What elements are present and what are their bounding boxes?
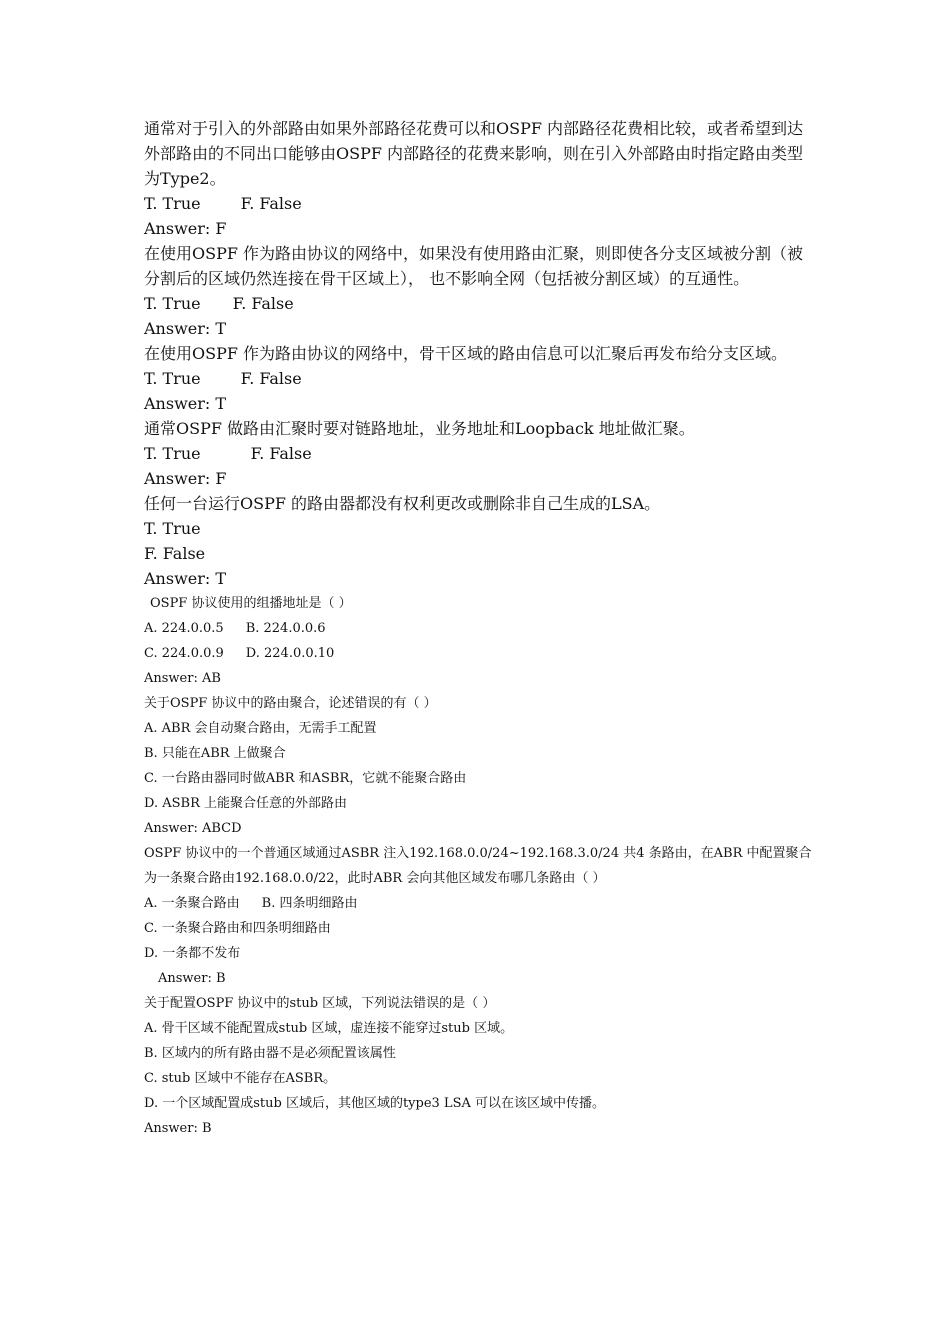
question-4-option-false: F. False [250,444,312,463]
question-9-option-a: A. 骨干区域不能配置成stub 区域，虚连接不能穿过stub 区域。 [144,1021,514,1036]
question-8-options-row-1 [144,891,814,916]
question-2-stem: 在使用OSPF 作为路由协议的网络中，如果没有使用路由汇聚，则即使各分支区域被分割（被分割后的区域仍然连接在骨干区域上）， 也不影响全网（包括被分割区域）的互通性。 [144,244,804,288]
question-2-option-false: F. False [232,294,294,313]
question-8-option-d: D. 一条都不发布 [144,946,241,961]
question-8-stem: OSPF 协议中的一个普通区域通过ASBR 注入192.168.0.0/24~192.168.3.0/24 共4 条路由，在ABR 中配置聚合为一条聚合路由192.168.0.0/22，此时ABR 会向其他区域发布哪几条路由（ ） [144,846,812,886]
question-6-option-d: D. 224.0.0.10 [245,646,335,661]
question-6-stem: OSPF 协议使用的组播地址是（ ） [150,596,352,611]
question-1-stem: 通常对于引入的外部路由如果外部路径花费可以和OSPF 内部路径花费相比较，或者希望到达外部路由的不同出口能够由OSPF 内部路径的花费来影响，则在引入外部路由时指定路由类型为Type2。 [144,119,804,188]
question-3-answer: Answer: T [144,394,227,413]
question-8-option-b: B. 四条明细路由 [261,896,358,911]
question-6-option-a: A. 224.0.0.5 [144,621,224,636]
question-1-answer: Answer: F [144,219,227,238]
question-4-stem: 通常OSPF 做路由汇聚时要对链路地址，业务地址和Loopback 地址做汇聚。 [144,419,695,438]
question-5-option-true: T. True [144,519,201,538]
question-3-stem: 在使用OSPF 作为路由协议的网络中，骨干区域的路由信息可以汇聚后再发布给分支区域。 [144,344,788,363]
question-7-option-b: B. 只能在ABR 上做聚合 [144,746,286,761]
question-3-option-true: T. True [144,369,201,388]
question-1-options [144,191,814,216]
question-8-answer: Answer: B [158,971,226,986]
question-9-option-c: C. stub 区域中不能存在ASBR。 [144,1071,337,1086]
question-9-option-d: D. 一个区域配置成stub 区域后，其他区域的type3 LSA 可以在该区域中传播。 [144,1096,605,1111]
question-5-stem: 任何一台运行OSPF 的路由器都没有权利更改或删除非自己生成的LSA。 [144,494,661,513]
question-6-option-c: C. 224.0.0.9 [144,646,224,661]
question-7-stem: 关于OSPF 协议中的路由聚合，论述错误的有（ ） [144,696,437,711]
question-7-option-c: C. 一台路由器同时做ABR 和ASBR，它就不能聚合路由 [144,771,467,786]
question-4-answer: Answer: F [144,469,227,488]
question-1-option-false: F. False [240,194,302,213]
question-9-option-b: B. 区域内的所有路由器不是必须配置该属性 [144,1046,396,1061]
question-5-option-false: F. False [144,544,206,563]
question-7-option-a: A. ABR 会自动聚合路由，无需手工配置 [144,721,377,736]
question-1-option-true: T. True [144,194,201,213]
question-3-option-false: F. False [240,369,302,388]
question-6-options-row-1 [144,616,814,641]
document-body [144,116,814,1141]
question-6-answer: Answer: AB [144,671,221,686]
question-2-option-true: T. True [144,294,201,313]
question-8-option-a: A. 一条聚合路由 [144,896,240,911]
question-5-answer: Answer: T [144,569,227,588]
question-3-options [144,366,814,391]
question-block-large [144,116,814,591]
question-block-small [144,591,814,1141]
question-9-stem: 关于配置OSPF 协议中的stub 区域，下列说法错误的是（ ） [144,996,496,1011]
question-2-answer: Answer: T [144,319,227,338]
question-6-option-b: B. 224.0.0.6 [245,621,326,636]
question-8-option-c: C. 一条聚合路由和四条明细路由 [144,921,331,936]
question-2-options [144,291,814,316]
question-4-option-true: T. True [144,444,201,463]
question-7-option-d: D. ASBR 上能聚合任意的外部路由 [144,796,347,811]
question-9-answer: Answer: B [144,1121,212,1136]
question-6-options-row-2 [144,641,814,666]
question-7-answer: Answer: ABCD [144,821,242,836]
question-4-options [144,441,814,466]
